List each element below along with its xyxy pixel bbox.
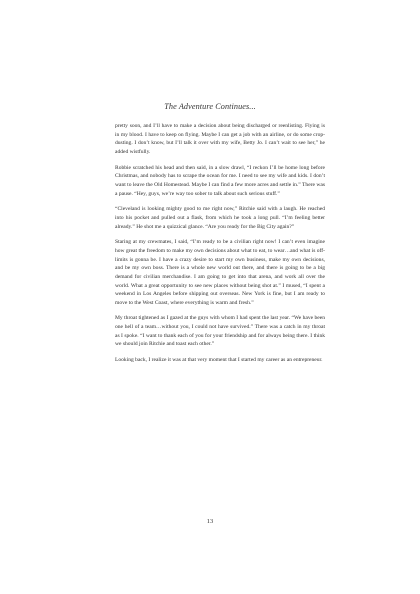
paragraph: “Cleveland is looking mighty good to me right now,” Ritchie said with a laugh. He reached into his pocket and pulled out a flask, from which he took a long pull. “I’m feeling better already.” He shot me a quizzical glance. “Are you ready for the Big City again?” [115,206,325,230]
paragraph: Looking back, I realize it was at that very moment that I started my career as an entrepreneur. [115,357,323,364]
page-number: 13 [206,518,214,525]
paragraph: Staring at my crewmates, I said, “I’m ready to be a civilian right now! I can’t even imagine how great the freedom to make my own decisions about what to eat, to wear…and what is off-limits is gonna be. I have a crazy desire to start my own business, make my own decisions, and be my own boss. There is a whole new world out there, and there is going to be a big demand for civilian merchandise. I am going to get into that arena, and work all over the world. What a great opportunity to see new places without being shot at.” I mused, “I spent a weekend in Los Angeles before shipping out overseas. New York is fine, but I am ready to move to the West Coast, where everything is warm and fresh.” [115,239,325,306]
body-text [115,122,325,372]
paragraph: Robbie scratched his head and then said, in a slow drawl, “I reckon I’ll be home long before Christmas, and nobody has to scrape the ocean for me. I need to see my wife and kids. I don’t want to leave the Old Homestead. Maybe I can find a few more acres and settle in.” There was a pause. “Hey, guys, we’re way too sober to talk about such serious stuff.” [115,164,325,197]
paragraph: pretty soon, and I’ll have to make a decision about being discharged or reenlisting. Flying is in my blood. I have to keep on flying. Maybe I can get a job with an airline, or do some crop-dusting. I don’t know, but I’ll talk it over with my wife, Betty Jo. I can’t wait to see her,” he added wistfully. [115,123,325,155]
running-head: The Adventure Continues... [164,102,256,111]
paragraph: My throat tightened as I gazed at the guys with whom I had spent the last year. “We have been one hell of a team…without you, I could not have survived.” There was a catch in my throat as I spoke. “I want to thank each of you for your friendship and for always being there. I think we should join Ritchie and toast each other.” [115,315,325,348]
